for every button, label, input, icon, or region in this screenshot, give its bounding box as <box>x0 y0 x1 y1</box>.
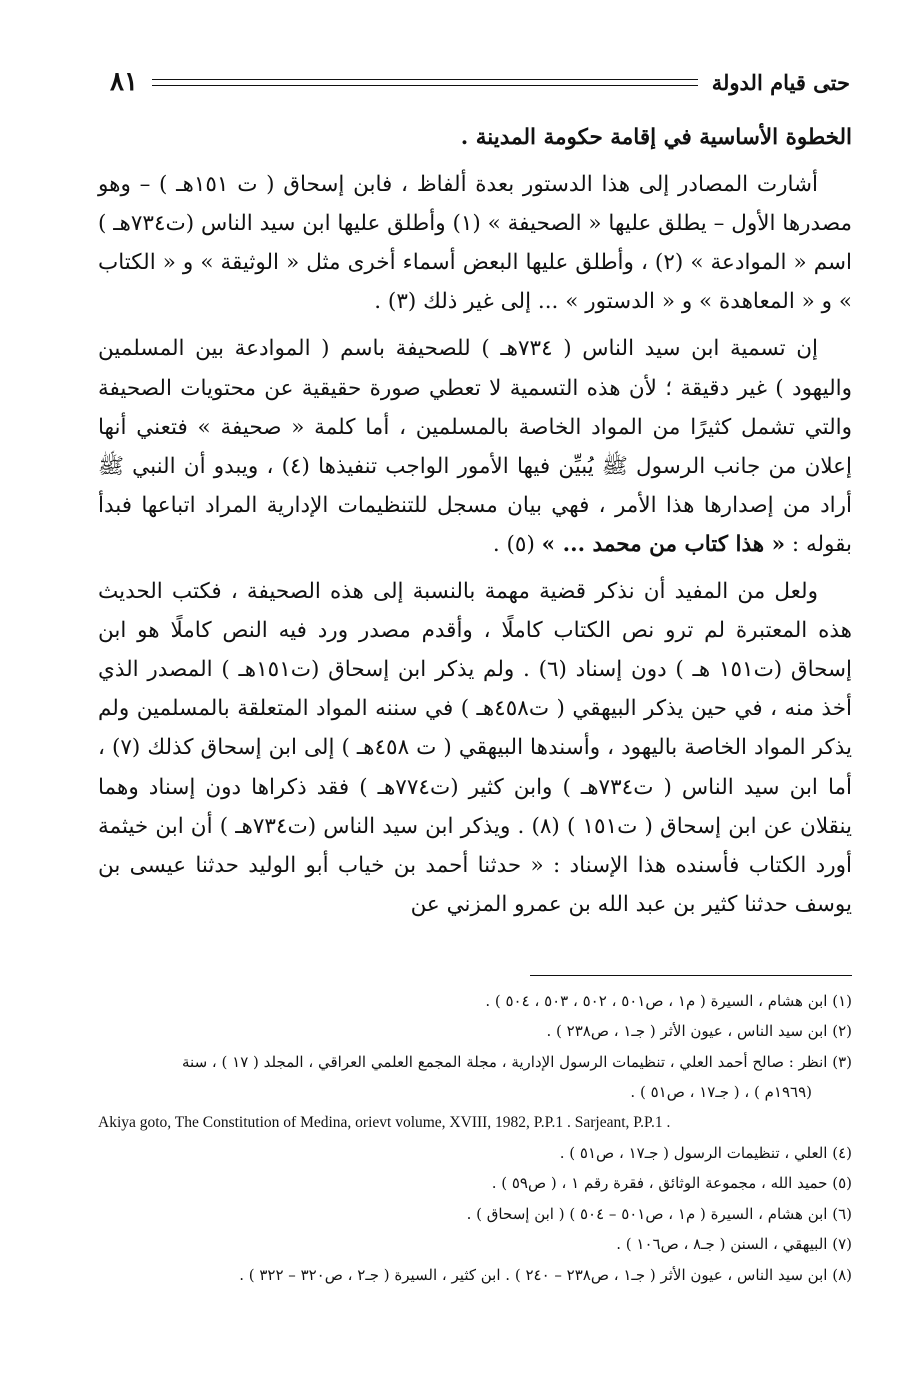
header-rule <box>152 79 698 86</box>
footnotes <box>98 986 852 1290</box>
footnote-1: (١) ابن هشام ، السيرة ( م١ ، ص٥٠١ ، ٥٠٢ ، ٥٠٣ ، ٥٠٤ ) . <box>485 992 852 1010</box>
paragraph-2-quote: « هذا كتاب من محمد ... » <box>541 531 786 557</box>
footnote-3: (٣) انظر : صالح أحمد العلي ، تنظيمات الرسول الإدارية ، مجلة المجمع العلمي العراقي ، المجلد ( ١٧ ) ، سنة <box>182 1052 852 1071</box>
footnote-2: (٢) ابن سيد الناس ، عيون الأثر ( جـ١ ، ص٢٣٨ ) . <box>546 1022 852 1041</box>
footnote-6: (٦) ابن هشام ، السيرة ( م١ ، ص٥٠١ – ٥٠٤ ) ( ابن إسحاق ) . <box>466 1204 852 1223</box>
footnote-7: (٧) البيهقي ، السنن ( جـ٨ ، ص١٠٦ ) . <box>616 1235 852 1254</box>
paragraph-3: ولعل من المفيد أن نذكر قضية مهمة بالنسبة إلى هذه الصحيفة ، فكتب الحديث هذه المعتبرة لم ترو نص الكتاب كاملًا ، وأقدم مصدر ورد فيه النص كاملًا هو ابن إسحاق (ت١٥١ هـ ) دون إسناد (٦) . ولم يذكر ابن إسحاق (ت١٥١هـ ) المصدر الذي أخذ منه ، في حين يذكر البيهقي ( ت٤٥٨هـ ) في سننه المواد المتعلقة بالمسلمين ولم يذكر المواد الخاصة باليهود ، وأسندها البيهقي ( ت ٤٥٨هـ ) إلى ابن إسحاق كذلك (٧) ، أما ابن سيد الناس ( ت٧٣٤هـ ) وابن كثير (ت٧٧٤هـ ) فقد ذكراها دون إسناد وهما ينقلان عن ابن إسحاق ( ت١٥١ ) (٨) . ويذكر ابن سيد الناس (ت٧٣٤هـ ) أن ابن خيثمة أورد الكتاب فأسنده هذا الإسناد : « حدثنا أحمد بن خياب أبو الوليد حدثنا عيسى بن يوسف حدثنا كثير بن عبد الله بن عمرو المزني عن <box>98 579 853 917</box>
paragraph-1: أشارت المصادر إلى هذا الدستور بعدة ألفاظ ، فابن إسحاق ( ت ١٥١هـ ) – وهو مصدرها الأول – يطلق عليها « الصحيفة » (١) وأطلق عليها ابن سيد الناس (ت٧٣٤هـ ) اسم « الموادعة » (٢) ، وأطلق عليها البعض أسماء أخرى مثل « الوثيقة » و « الكتاب » و « المعاهدة » و « الدستور » ... إلى غير ذلك (٣) . <box>97 172 853 315</box>
page-number: ٨١ <box>110 67 138 97</box>
footnote-3-continued: (١٩٦٩م ) ، ( جـ١٧ ، ص٥١ ) . <box>630 1083 812 1102</box>
paragraph-2-main: إن تسمية ابن سيد الناس ( ٧٣٤هـ ) للصحيفة باسم ( الموادعة بين المسلمين واليهود ) غير دقيقة ؛ لأن هذه التسمية لا تعطي صورة حقيقية عن محتويات الصحيفة والتي تشمل كثيرًا من المواد الخاصة بالمسلمين ، أما كلمة « صحيفة » فتعني أنها إعلان من جانب الرسول ﷺ يُبيِّن فيها الأمور الواجب تنفيذها (٤) ، ويبدو أن النبي ﷺ أراد من إصدارها هذا الأمر ، فهي بيان مسجل للتنظيمات الإدارية المراد اتباعها فبدأ بقوله : <box>98 336 852 557</box>
running-title: حتى قيام الدولة <box>711 69 850 95</box>
intro-line: الخطوة الأساسية في إقامة حكومة المدينة . <box>460 125 852 150</box>
footnote-4: (٤) العلي ، تنظيمات الرسول ( جـ١٧ ، ص٥١ ) . <box>559 1144 852 1163</box>
footnote-3-latin-reference: Akiya goto, The Constitution of Medina, orievt volume, XVIII, 1982, P.P.1 . Sarjeant, P.P.1 . <box>98 1113 671 1131</box>
paragraph-2 <box>98 329 852 564</box>
main-text <box>98 118 852 932</box>
paragraph-2-end: (٥) . <box>492 531 535 557</box>
footnote-rule <box>530 975 852 976</box>
page-header <box>110 62 850 102</box>
footnote-5: (٥) حميد الله ، مجموعة الوثائق ، فقرة رقم ١ ، ( ص٥٩ ) . <box>491 1174 852 1193</box>
footnote-8: (٨) ابن سيد الناس ، عيون الأثر ( جـ١ ، ص٢٣٨ – ٢٤٠ ) . ابن كثير ، السيرة ( جـ٢ ، ص٣٢٠ – ٣٢٢ ) . <box>239 1265 852 1284</box>
